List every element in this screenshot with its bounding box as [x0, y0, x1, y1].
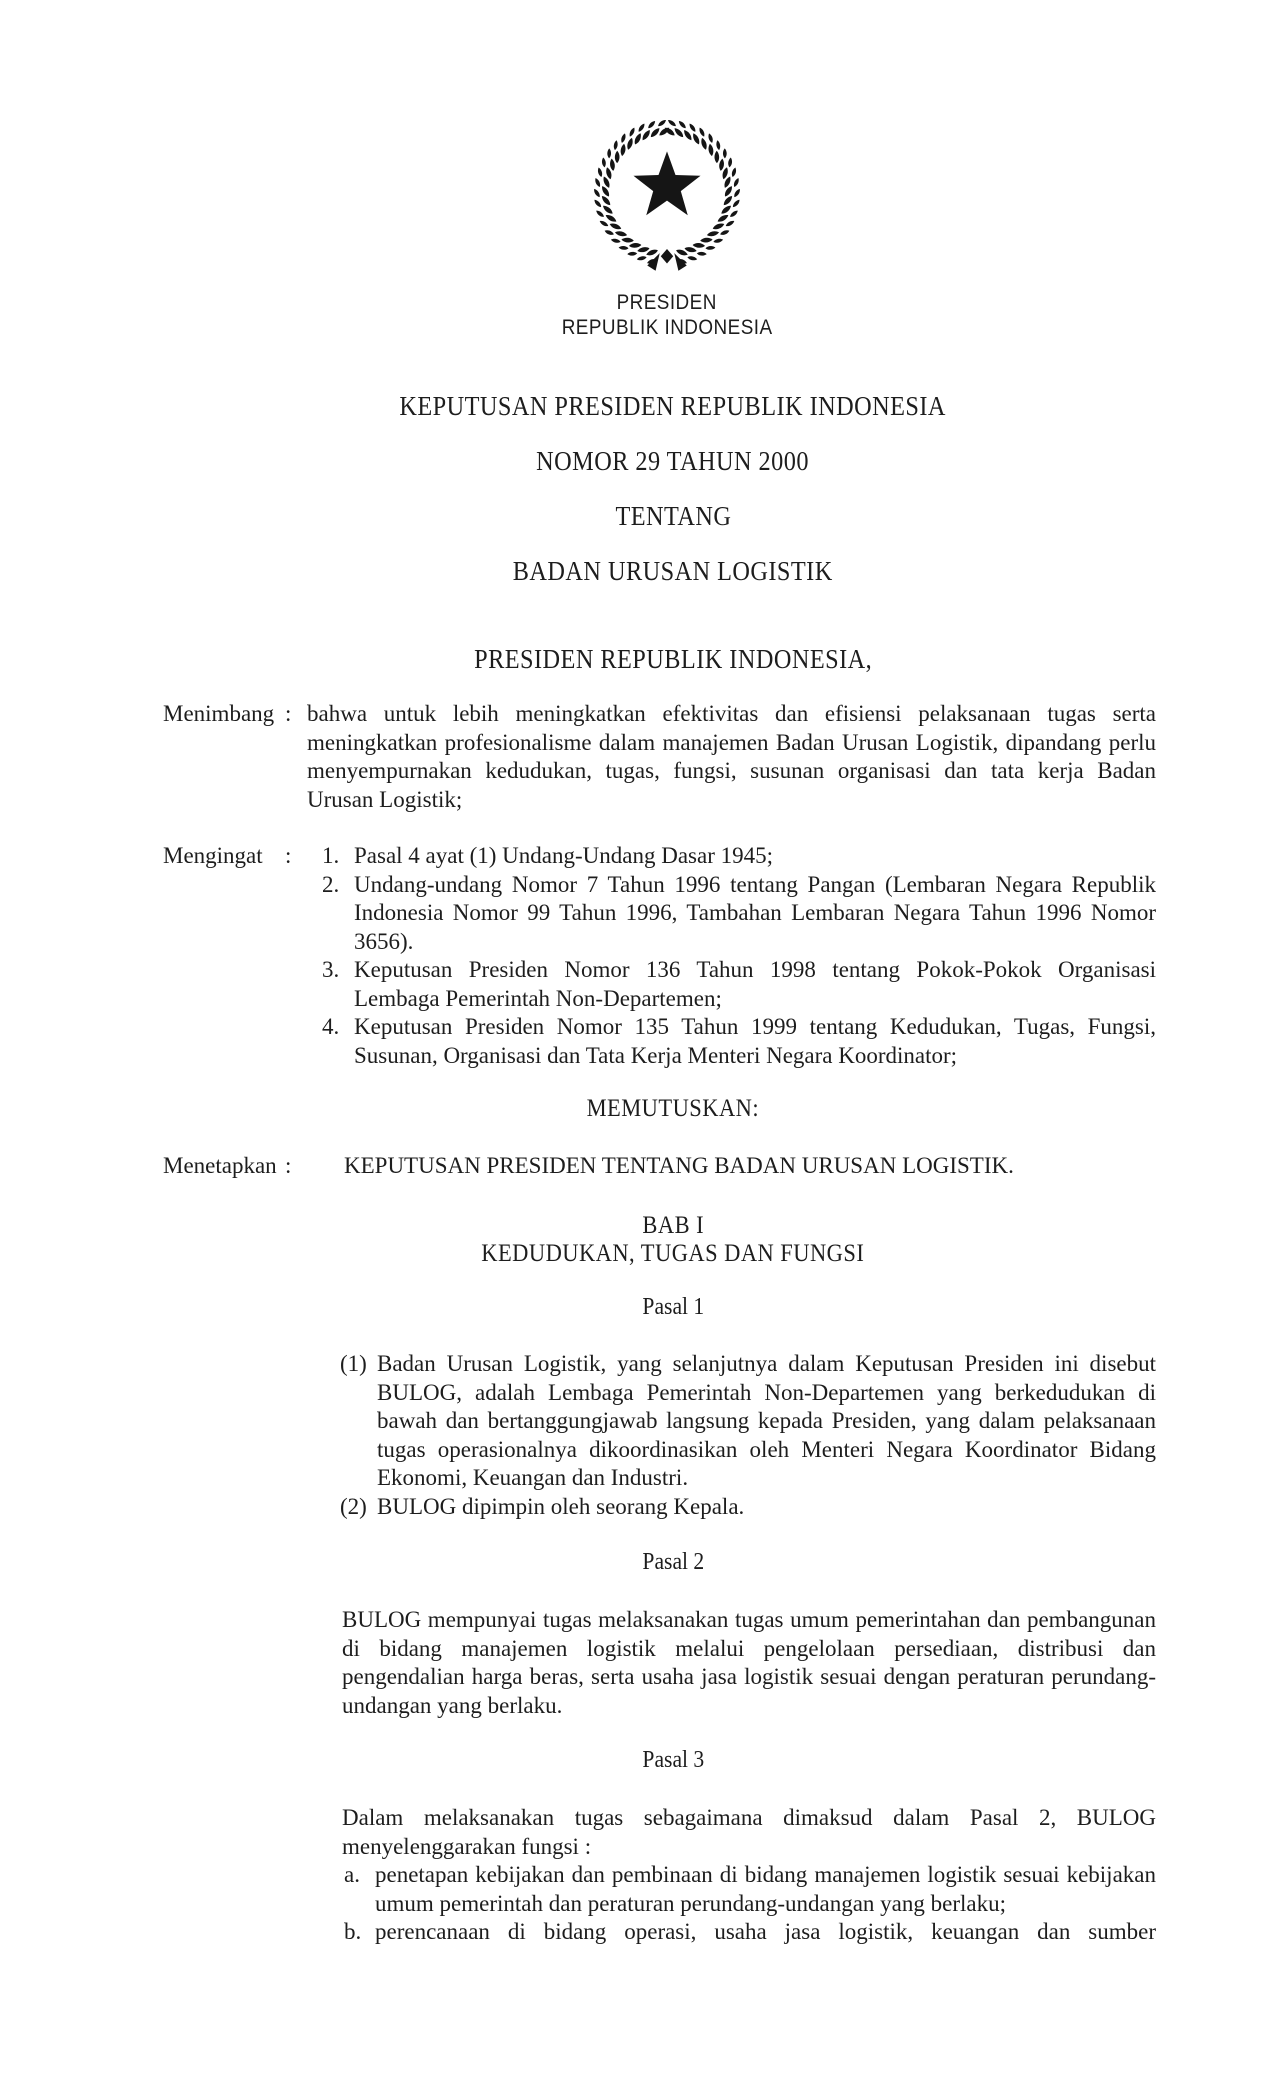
- pasal3-intro: Dalam melaksanakan tugas sebagaimana dimaksud dalam Pasal 2, BULOG menyelenggarakan fungsi :: [342, 1805, 1156, 1859]
- menetapkan-row: [163, 1152, 1156, 1181]
- letterhead-presiden: PRESIDEN: [616, 291, 718, 314]
- mengingat-item: [307, 1013, 1156, 1070]
- pasal2-heading: Pasal 2: [642, 1549, 704, 1575]
- item-text: penetapan kebijakan dan pembinaan di bidang manajemen logistik sesuai kebijakan umum pemerintah dan peraturan perundang-undangan yang berlaku;: [375, 1862, 1156, 1916]
- mengingat-item: [307, 871, 1156, 957]
- title-block: [190, 392, 1156, 612]
- letterhead-republik-indonesia: REPUBLIK INDONESIA: [561, 315, 773, 339]
- pasal1-items: [340, 1350, 1156, 1521]
- item-marker: 2.: [322, 871, 340, 897]
- menetapkan-text: KEPUTUSAN PRESIDEN TENTANG BADAN URUSAN LOGISTIK.: [344, 1153, 1014, 1178]
- item-marker: 1.: [322, 843, 340, 868]
- item-marker: 3.: [322, 957, 340, 982]
- item-marker: b.: [344, 1919, 362, 1944]
- item-text: Badan Urusan Logistik, yang selanjutnya dalam Keputusan Presiden ini disebut BULOG, adalah Lembaga Pemerintah Non-Departemen yang berkedudukan di bawah dan bertanggungjawab langsung kepada Presiden, yang dalam pelaksanaan tugas operasionalnya dikoordinasikan oleh Menteri Negara Koordinator Bidang Ekonomi, Keuangan dan Industri.: [377, 1351, 1156, 1490]
- menimbang-text: bahwa untuk lebih meningkatkan efektivitas dan efisiensi pelaksanaan tugas serta meningkatkan profesionalisme dalam manajemen Badan Urusan Logistik, dipandang perlu menyempurnakan kedudukan, tugas, fungsi, susunan organisasi dan tata kerja Badan Urusan Logistik;: [307, 701, 1156, 812]
- star-icon: [633, 151, 700, 215]
- pasal1-heading: Pasal 1: [642, 1294, 704, 1320]
- pasal3-block: [342, 1804, 1156, 1947]
- item-marker: (1): [340, 1351, 367, 1376]
- item-text: Undang-undang Nomor 7 Tahun 1996 tentang Pangan (Lembaran Negara Republik Indonesia Nomor 99 Tahun 1996, Tambahan Lembaran Negara Tahun 1996 Nomor 3656).: [354, 871, 1156, 954]
- mengingat-colon: :: [285, 843, 292, 868]
- salutation: PRESIDEN REPUBLIK INDONESIA,: [473, 644, 873, 674]
- mengingat-item: [307, 956, 1156, 1013]
- memutuskan-heading: MEMUTUSKAN:: [586, 1095, 760, 1122]
- decree-subject-line: BADAN URUSAN LOGISTIK: [513, 556, 833, 586]
- item-marker: 4.: [322, 1014, 340, 1039]
- pasal1-item: [340, 1493, 1156, 1522]
- mengingat-row: [163, 842, 1156, 1070]
- pasal3-heading: Pasal 3: [642, 1747, 704, 1773]
- item-text: Keputusan Presiden Nomor 136 Tahun 1998 tentang Pokok-Pokok Organisasi Lembaga Pemerintah Non-Departemen;: [354, 957, 1156, 1011]
- decree-title-line: KEPUTUSAN PRESIDEN REPUBLIK INDONESIA: [399, 391, 947, 421]
- item-marker: a.: [344, 1862, 360, 1887]
- pasal3-item: [342, 1861, 1156, 1918]
- item-marker: (2): [340, 1493, 367, 1519]
- bab1-subtitle: KEDUDUKAN, TUGAS DAN FUNGSI: [481, 1240, 865, 1267]
- pasal3-item: [342, 1918, 1156, 1947]
- mengingat-item: [307, 842, 1156, 871]
- decree-number-line: NOMOR 29 TAHUN 2000: [536, 446, 810, 476]
- tentang-line: TENTANG: [615, 501, 731, 531]
- bab1-heading: BAB I: [642, 1212, 704, 1239]
- item-text: BULOG dipimpin oleh seorang Kepala.: [377, 1493, 745, 1519]
- presidential-seal-icon: [584, 112, 750, 278]
- bab1-heading-block: [190, 1212, 1156, 1268]
- mengingat-label: Mengingat: [163, 843, 263, 868]
- menimbang-label: Menimbang: [163, 701, 275, 726]
- menimbang-row: [163, 700, 1156, 814]
- mengingat-list: [307, 842, 1156, 1070]
- menetapkan-colon: :: [285, 1153, 292, 1178]
- item-text: Keputusan Presiden Nomor 135 Tahun 1999 tentang Kedudukan, Tugas, Fungsi, Susunan, Organisasi dan Tata Kerja Menteri Negara Koordinator;: [354, 1014, 1156, 1068]
- letterhead: [417, 291, 917, 340]
- item-text: perencanaan di bidang operasi, usaha jasa logistik, keuangan dan sumber: [375, 1919, 1156, 1944]
- pasal2-text: BULOG mempunyai tugas melaksanakan tugas umum pemerintahan dan pembangunan di bidang manajemen logistik melalui pengelolaan persediaan, distribusi dan pengendalian harga beras, serta usaha jasa logistik sesuai dengan peraturan perundang-undangan yang berlaku.: [342, 1607, 1156, 1718]
- item-text: Pasal 4 ayat (1) Undang-Undang Dasar 1945;: [354, 843, 773, 868]
- menimbang-colon: :: [285, 701, 292, 726]
- menetapkan-label: Menetapkan: [163, 1153, 277, 1178]
- pasal1-item: [340, 1350, 1156, 1493]
